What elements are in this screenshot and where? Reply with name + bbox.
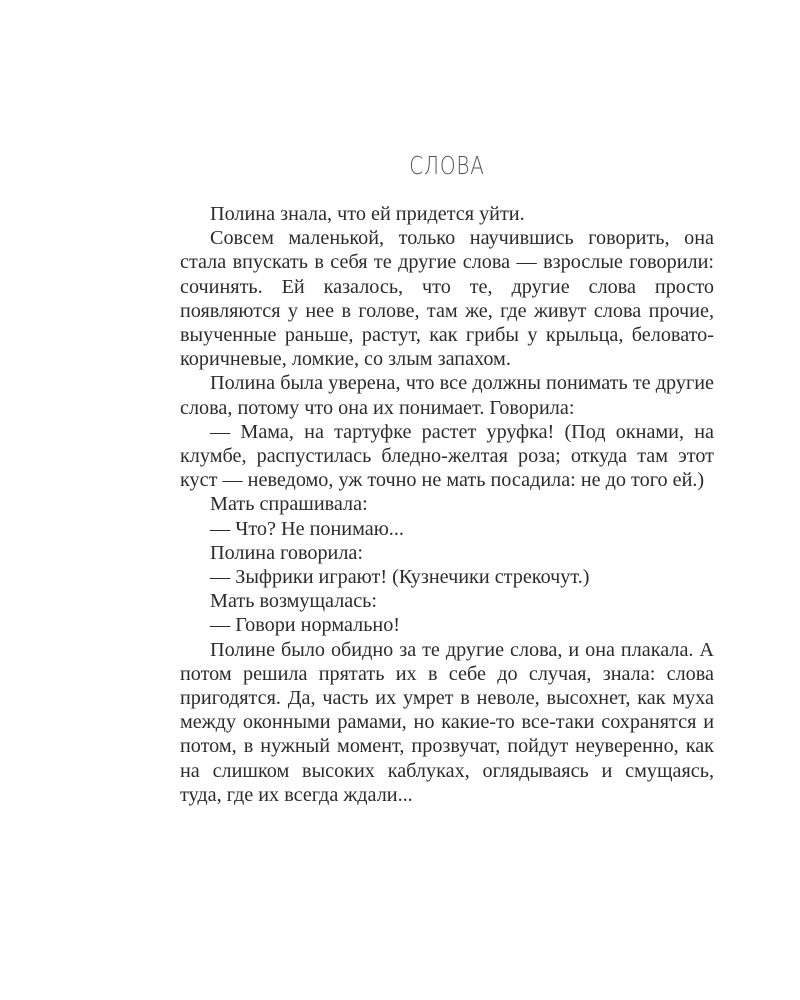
paragraph: Мать спрашивала: bbox=[210, 493, 368, 516]
paragraph: Полине было обидно за те другие слова, и она плакала. А потом решила прятать их в себе до случая, знала: слова пригодятся. Да, часть их умрет в неволе, высохнет, как муха между оконными рамами, но какие-то все-таки сохранятся и потом, в нужный момент, прозвучат, пойдут неуверенно, как на слишком высоких каблуках, оглядываясь и смущаясь, туда, где их всегда ждали... bbox=[180, 638, 714, 806]
paragraph: Совсем маленькой, только научившись говорить, она стала впускать в себя те другие слова — взрослые говорили: сочинять. Ей казалось, что те, другие слова просто появляются у нее в голове, там же, где живут слова прочие, выученные раньше, растут, как грибы у крыльца, беловато-коричневые, ломкие, со злым запахом. bbox=[180, 227, 714, 371]
dialogue-line: — Мама, на тартуфке растет уруфка! (Под окнами, на клумбе, распустилась бледно-желтая роза; откуда там этот куст — неведомо, уж точно не мать посадила: не до того ей.) bbox=[180, 420, 714, 492]
dialogue-line: — Говори нормально! bbox=[210, 614, 401, 637]
paragraph: Полина была уверена, что все должны понимать те другие слова, потому что она их понимает. Говорила: bbox=[180, 372, 714, 419]
dialogue-line: — Зыфрики играют! (Кузнечики стрекочут.) bbox=[210, 566, 590, 589]
paragraph: Мать возмущалась: bbox=[210, 590, 377, 613]
paragraph: Полина говорила: bbox=[210, 541, 363, 564]
chapter-text bbox=[180, 202, 714, 807]
chapter-title: СЛОВА bbox=[409, 151, 485, 180]
paragraph: Полина знала, что ей придется уйти. bbox=[210, 203, 525, 225]
dialogue-line: — Что? Не понимаю... bbox=[210, 517, 404, 540]
book-page bbox=[180, 148, 714, 807]
